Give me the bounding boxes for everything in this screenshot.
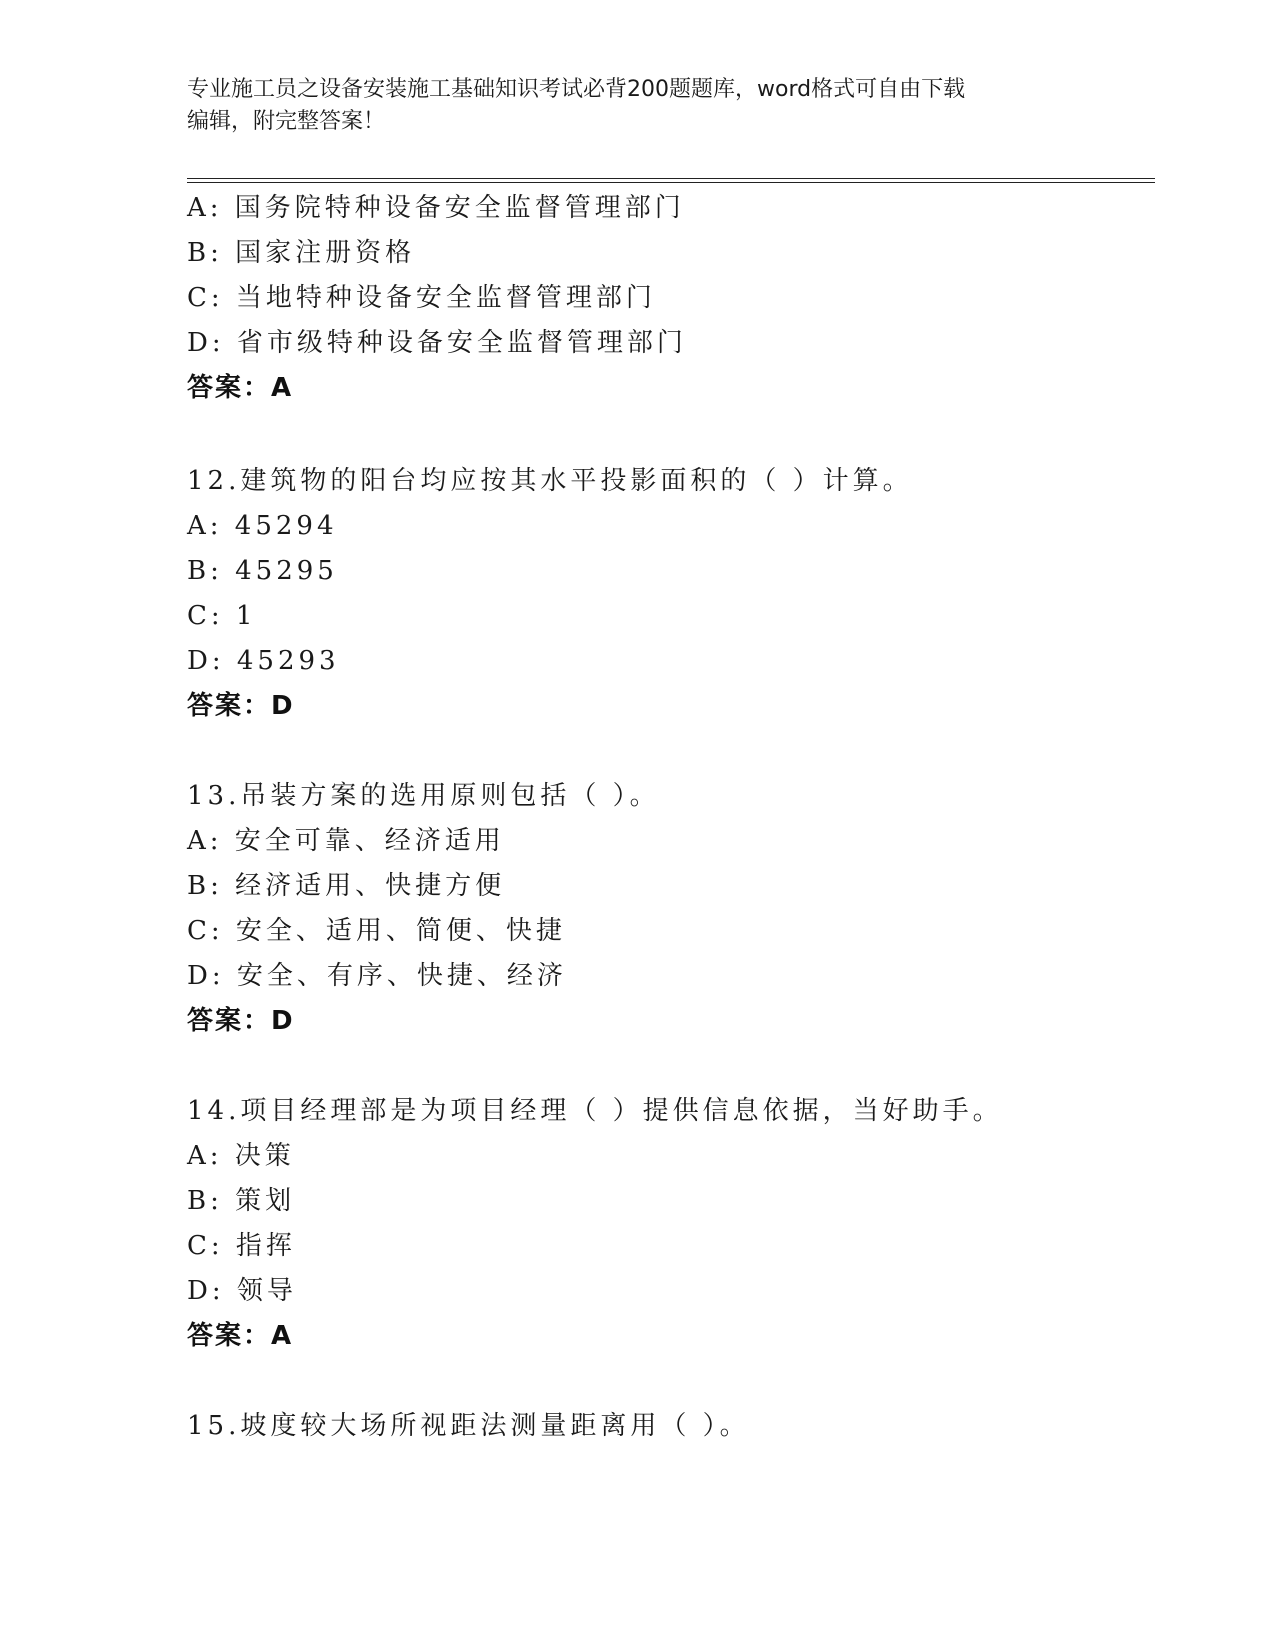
option-d: D: 领导 [187, 1276, 297, 1306]
option-a: A: 决策 [187, 1141, 295, 1171]
question-stem: 15.坡度较大场所视距法测量距离用（ ）。 [187, 1411, 750, 1441]
option-b: B: 国家注册资格 [187, 238, 416, 268]
answer-line: 答案：D [187, 1006, 295, 1036]
option-c: C: 指挥 [187, 1231, 296, 1261]
question-stem: 14.项目经理部是为项目经理（ ）提供信息依据，当好助手。 [187, 1096, 1003, 1126]
option-b: B: 策划 [187, 1186, 296, 1216]
answer-line: 答案：A [187, 1321, 294, 1351]
option-d: D: 45293 [187, 646, 340, 676]
option-a: A: 国务院特种设备安全监督管理部门 [187, 193, 685, 223]
header-title-line-2: 编辑，附完整答案！ [187, 109, 386, 134]
header-divider-bottom [187, 182, 1155, 183]
option-b: B: 经济适用、快捷方便 [187, 871, 506, 901]
option-c: C: 1 [187, 601, 257, 631]
header-title-line-1: 专业施工员之设备安装施工基础知识考试必背200题题库，word格式可自由下载 [187, 77, 966, 102]
option-b: B: 45295 [187, 556, 338, 586]
option-c: C: 安全、适用、简便、快捷 [187, 916, 566, 946]
question-stem: 13.吊装方案的选用原则包括（ ）。 [187, 781, 660, 811]
option-d: D: 安全、有序、快捷、经济 [187, 961, 567, 991]
answer-line: 答案：A [187, 373, 294, 403]
question-stem: 12.建筑物的阳台均应按其水平投影面积的（ ）计算。 [187, 466, 913, 496]
option-d: D: 省市级特种设备安全监督管理部门 [187, 328, 687, 358]
option-a: A: 安全可靠、经济适用 [187, 826, 505, 856]
header-divider-top [187, 178, 1155, 179]
option-a: A: 45294 [187, 511, 338, 541]
document-header [187, 74, 1087, 138]
option-c: C: 当地特种设备安全监督管理部门 [187, 283, 656, 313]
answer-line: 答案：D [187, 691, 295, 721]
